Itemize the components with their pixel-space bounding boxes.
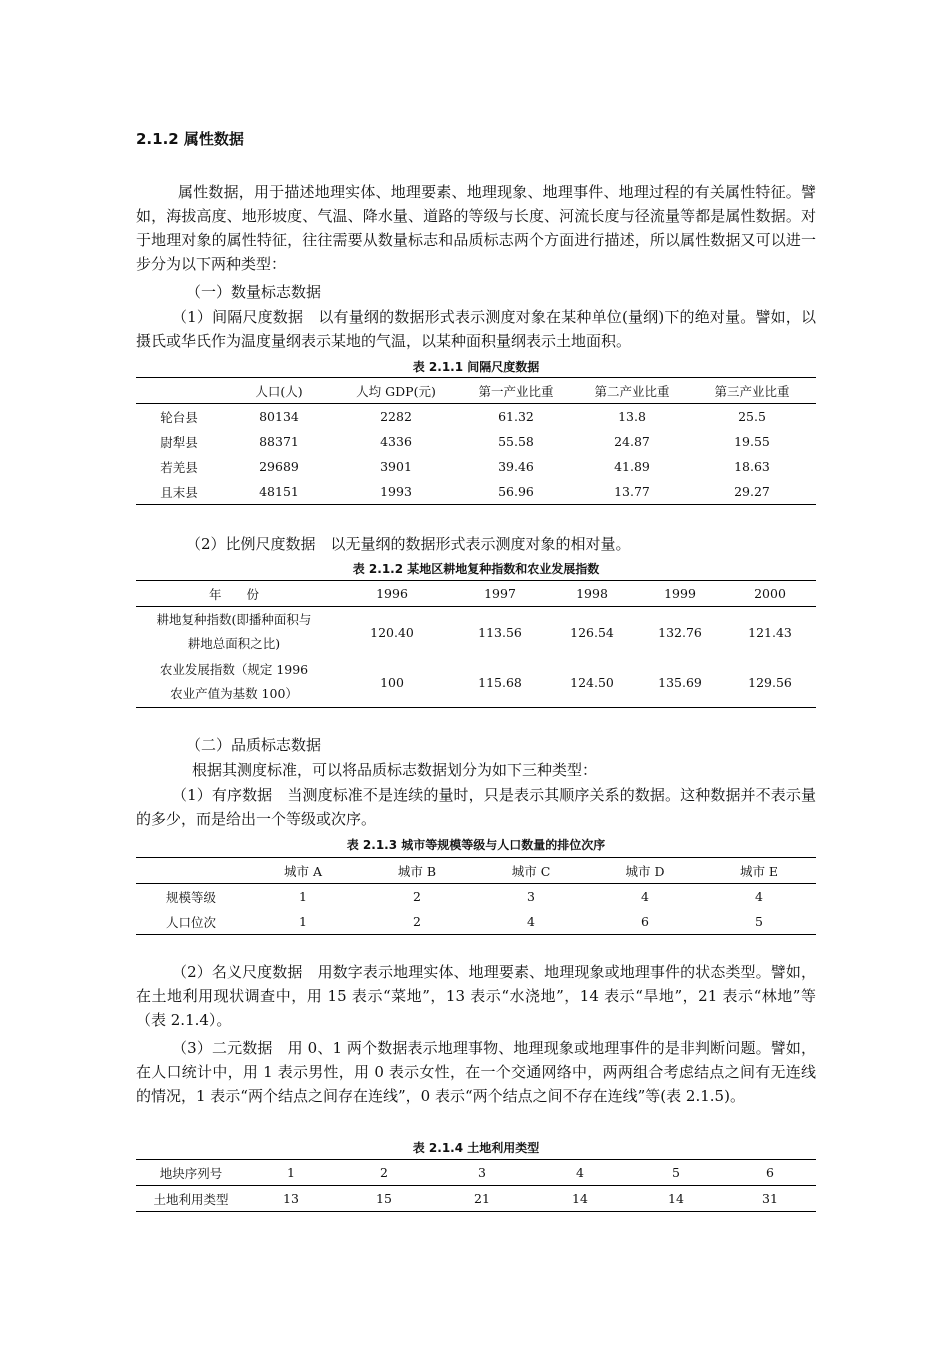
ratio-paragraph: （2）比例尺度数据 以无量纲的数据形式表示测度对象的相对量。 — [186, 535, 631, 553]
table3-header: 城市 D — [588, 858, 702, 884]
table1-header: 第二产业比重 — [576, 378, 688, 404]
table-cell: 15 — [376, 1191, 392, 1206]
table1-header: 第三产业比重 — [688, 378, 816, 404]
table2 — [136, 580, 816, 708]
intro-paragraph: 属性数据，用于描述地理实体、地理要素、地理现象、地理事件、地理过程的有关属性特征。譬如，海拔高度、地形坡度、气温、降水量、道路的等级与长度、河流长度与径流量等都是属性数据。对于地理对象的属性特征，往往需要从数量标志和品质标志两个方面进行描述，所以属性数据又可以进一步分为以下两种类型： — [136, 183, 816, 273]
table-cell: 129.56 — [748, 674, 792, 690]
table4-caption: 表 2.1.4 土地利用类型 — [412, 1141, 540, 1155]
table-row — [136, 909, 816, 935]
table-row — [136, 884, 816, 910]
table-cell: 5 — [755, 914, 763, 929]
table-cell: 56.96 — [498, 484, 534, 499]
table-cell: 100 — [380, 674, 404, 690]
table-cell: 耕地复种指数(即播种面积与耕地总面积之比) — [156, 612, 312, 651]
table-cell: 2 — [413, 889, 421, 904]
table-cell: 2282 — [380, 409, 412, 424]
table-cell: 4 — [532, 1160, 628, 1186]
table-cell: 41.89 — [614, 459, 650, 474]
table-cell: 3 — [432, 1160, 532, 1186]
table-cell: 61.32 — [498, 409, 534, 424]
table2-header: 1998 — [548, 581, 636, 607]
table-cell: 6 — [641, 914, 649, 929]
table2-header: 年 份 — [136, 581, 332, 607]
table-cell: 13.8 — [618, 409, 646, 424]
table-cell: 人口位次 — [165, 914, 216, 930]
table-cell: 2 — [336, 1160, 432, 1186]
table-cell: 135.69 — [658, 674, 702, 690]
table-row — [136, 429, 816, 454]
table-cell: 3 — [527, 889, 535, 904]
table-row — [136, 1160, 816, 1186]
table-cell: 且末县 — [160, 484, 198, 500]
table-cell: 尉犁县 — [160, 434, 198, 450]
table-cell: 5 — [628, 1160, 724, 1186]
table-cell: 2 — [413, 914, 421, 929]
table1-header: 第一产业比重 — [456, 378, 576, 404]
table-cell: 55.58 — [498, 434, 534, 449]
table-row — [136, 1186, 816, 1212]
table3-header: 城市 C — [474, 858, 588, 884]
table3 — [136, 857, 816, 935]
table-cell: 132.76 — [658, 624, 702, 640]
table-cell: 土地利用类型 — [153, 1191, 229, 1207]
table1 — [136, 377, 816, 505]
table-cell: 13.77 — [614, 484, 650, 499]
table-row — [136, 454, 816, 479]
table-cell: 29.27 — [734, 484, 770, 499]
table-cell: 39.46 — [498, 459, 534, 474]
table-cell: 18.63 — [734, 459, 770, 474]
table3-header: 城市 B — [360, 858, 474, 884]
table1-header: 人均 GDP(元) — [336, 378, 456, 404]
table-cell: 1 — [299, 889, 307, 904]
table-cell: 1 — [299, 914, 307, 929]
table-cell: 21 — [474, 1191, 490, 1206]
nominal-paragraph: （2）名义尺度数据 用数字表示地理实体、地理要素、地理现象或地理事件的状态类型。譬如，在土地利用现状调查中，用 15 表示“菜地”，13 表示“水浇地”，14 表示“旱地”，21 表示“林地”等（表 2.1.4）。 — [136, 963, 816, 1029]
table-cell: 29689 — [259, 459, 299, 474]
table-row — [136, 404, 816, 430]
table-row — [136, 657, 816, 708]
table2-header: 1999 — [636, 581, 724, 607]
table-cell: 120.40 — [370, 624, 414, 640]
quant-title: （一）数量标志数据 — [186, 283, 322, 301]
table2-header: 2000 — [724, 581, 816, 607]
ordinal-paragraph: （1）有序数据 当测度标准不是连续的量时，只是表示其顺序关系的数据。这种数据并不表示量的多少，而是给出一个等级或次序。 — [136, 786, 816, 828]
table-row — [136, 479, 816, 505]
table-cell: 4 — [755, 889, 763, 904]
table-cell: 24.87 — [614, 434, 650, 449]
table-cell: 若羌县 — [160, 459, 198, 475]
table-cell: 轮台县 — [160, 409, 198, 425]
table-cell: 3901 — [380, 459, 412, 474]
table-cell: 124.50 — [570, 674, 614, 690]
table-cell: 1993 — [380, 484, 412, 499]
table-cell: 规模等级 — [165, 889, 216, 905]
table-cell: 4 — [527, 914, 535, 929]
table-cell: 地块序列号 — [136, 1160, 246, 1186]
table-cell: 14 — [668, 1191, 684, 1206]
table-cell: 19.55 — [734, 434, 770, 449]
table-row — [136, 607, 816, 658]
table-cell: 31 — [762, 1191, 778, 1206]
table-cell: 农业发展指数（规定 1996 农业产值为基数 100） — [159, 662, 309, 701]
table-cell: 1 — [246, 1160, 336, 1186]
table1-header — [136, 378, 222, 404]
table-cell: 126.54 — [570, 624, 614, 640]
table-cell: 115.68 — [478, 674, 522, 690]
interval-paragraph: （1）间隔尺度数据 以有量纲的数据形式表示测度对象在某种单位(量纲)下的绝对量。譬如，以摄氏或华氏作为温度量纲表示某地的气温，以某种面积量纲表示土地面积。 — [136, 308, 816, 350]
table2-caption: 表 2.1.2 某地区耕地复种指数和农业发展指数 — [352, 562, 600, 576]
qual-intro: 根据其测度标准，可以将品质标志数据划分为如下三种类型： — [192, 761, 598, 779]
table4 — [136, 1159, 816, 1212]
qual-title: （二）品质标志数据 — [186, 736, 322, 754]
table-cell: 80134 — [259, 409, 299, 424]
table-cell: 25.5 — [738, 409, 766, 424]
table-cell: 4 — [641, 889, 649, 904]
table-cell: 4336 — [380, 434, 412, 449]
table-cell: 14 — [572, 1191, 588, 1206]
table-cell: 113.56 — [478, 624, 522, 640]
table2-header: 1996 — [332, 581, 452, 607]
table3-header — [136, 858, 246, 884]
table1-caption: 表 2.1.1 间隔尺度数据 — [412, 360, 540, 374]
table-cell: 48151 — [259, 484, 299, 499]
binary-paragraph: （3）二元数据 用 0、1 两个数据表示地理事物、地理现象或地理事件的是非判断问题。譬如，在人口统计中，用 1 表示男性，用 0 表示女性，在一个交通网络中，两两组合考虑结点之间有无连线的情况，1 表示“两个结点之间存在连线”，0 表示“两个结点之间不存在连线”等(表 2.1.5)。 — [136, 1039, 816, 1105]
table-cell: 88371 — [259, 434, 299, 449]
table2-header: 1997 — [452, 581, 548, 607]
table3-header: 城市 A — [246, 858, 360, 884]
table-cell: 6 — [724, 1160, 816, 1186]
section-heading: 2.1.2 属性数据 — [136, 130, 244, 148]
table1-header: 人口(人) — [222, 378, 336, 404]
table3-caption: 表 2.1.3 城市等规模等级与人口数量的排位次序 — [346, 838, 606, 852]
table-cell: 13 — [283, 1191, 299, 1206]
table3-header: 城市 E — [702, 858, 816, 884]
table-cell: 121.43 — [748, 624, 792, 640]
